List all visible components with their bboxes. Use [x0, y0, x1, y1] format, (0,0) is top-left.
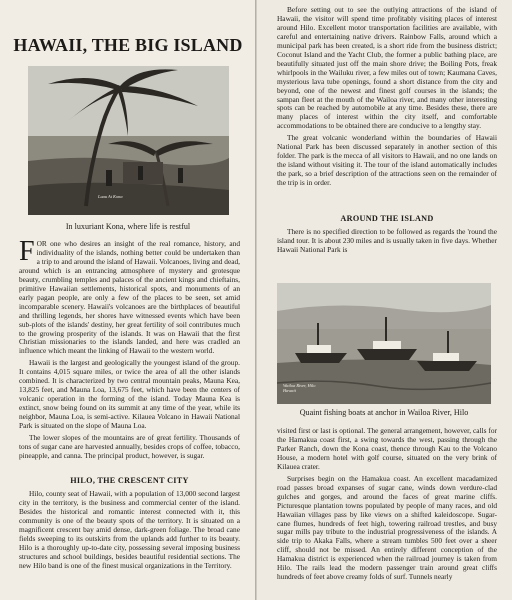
wailoa-river-photo — [277, 283, 491, 404]
section-heading-hilo: HILO, THE CRESCENT CITY — [70, 476, 189, 485]
paragraph: Hilo, county seat of Hawaii, with a population of 13,000 second largest city in the territory, is the business and commercial center of the island. Besides the historical and romantic interest connected with it, this community is one of the beauty spots of the territory. It is situated on a magnificent crescent bay amid dense, dark-green foliage. The broad cane fields sweeping to its outskirts from the uplands add further to its beauty. Hilo is a thoroughly up-to-date city, possessing several imposing business structures and school buildings, besides beautiful residential sections. The new Hilo band is one of the finest musical organizations in the Territory. — [19, 489, 240, 570]
intro-column — [19, 236, 240, 464]
right-page — [257, 0, 512, 600]
paragraph: The great volcanic wonderland within the boundaries of Hawaii National Park has been discussed separately in another section of this folder. The park is the mecca of all visitors to Hawaii, and no one lands on the island without visiting it. The tour of the island automatically includes the park, so a brief description of the attractions seen on the remainder of the trip is in order. — [277, 133, 497, 188]
paragraph: There is no specified direction to be followed as regards the 'round the island tour. It is about 230 miles and is usually taken in five days. Whether Hawaii National Park is — [277, 227, 497, 254]
paragraph: Hawaii is the largest and geologically the youngest island of the group. It contains 4,015 square miles, or twice the area of all the other islands combined. It is characterized by two central mountain peaks, Mauna Kea, 13,825 feet, and Mauna Loa, 13,675 feet, which have been the centers of volcanic operation in the forming of the island. Today Mauna Kea is extinct, snow being found on its summit at any time of the year, while its neighbor, Mauna Loa, is semi-active. Kilauea Volcano in Hawaii National Park is situated on the slope of Mauna Loa. — [19, 358, 240, 431]
paragraph: Surprises begin on the Hamakua coast. An excellent macadamized road passes broad expanses of sugar cane, winds down verdure-clad gulches and gorges, and around the faces of great marine cliffs. Picturesque plantation towns populated by people of many races, and old Hawaiian villages pass by like views on a shifted kaleidoscope. Sugar-cane flumes, hundreds of feet high, towering railroad trestles, and busy sugar mills pay tribute to the industrial progressiveness of the islands. A side trip to Akaka Falls, where a stream tumbles 500 feet over a sheer cliff, should not be missed. An entirely different conception of the Hamakua district is experienced when the railroad journey is taken from Hilo. The rails lead the modern passenger train around great cliffs hundreds of feet above creamy folds of surf. Tunnels nearly — [277, 473, 497, 582]
drop-cap: F — [19, 236, 35, 267]
photo-caption: In luxuriant Kona, where life is restful — [65, 222, 191, 231]
palm-scene-illustration — [28, 66, 229, 215]
around-column — [277, 228, 497, 258]
photo-caption: Quaint fishing boats at anchor in Wailoa River, Hilo — [299, 408, 469, 417]
hilo-column — [19, 490, 240, 574]
intro-text: OR one who desires an insight of the real romance, history, and individuality of the islands, nothing better could be undertaken than a trip to and around the island of Hawaii. Volcanoes, living and dead, around which is an entrancing atmosphere of mystery and grotesque beauty, crumbling temples and palaces of the ancient kings and chieftains, primitive Hawaiian settlements, historical spots, and monuments of an early pagan people, are only a few of the places to be seen, set amid incomparable scenery. Hawaii's volcanoes are the birthplaces of beautiful and thrilling legends, her shores have witnessed events which have been sub-plots of the islands' destiny, her great fertility of soil contributes much to the growing prosperity of the islands. It was on Hawaii that the first Christian missionaries to the islands landed, and here was cradled an influence which meant the linking of Hawaii to the western world. — [19, 239, 240, 356]
kona-photo — [28, 66, 229, 215]
paragraph: visited first or last is optional. The general arrangement, however, calls for the Hamakua coast first, a swing towards the west, passing through the Parker Ranch, down the Kona coast, thence through Kau to the Volcano House, a modern hotel with golf course, situated on the very brink of Kilauea crater. — [277, 426, 497, 471]
right-top-column — [277, 6, 497, 191]
section-heading-around: AROUND THE ISLAND — [340, 214, 434, 223]
right-bottom-column — [277, 427, 497, 585]
intro-paragraph — [19, 236, 240, 356]
photo-stamp: Wailoa River, Hilo Hawaii — [283, 383, 316, 393]
page-title: HAWAII, THE BIG ISLAND — [13, 35, 243, 55]
paragraph: The lower slopes of the mountains are of great fertility. Thousands of tons of sugar cane are harvested annually, besides crops of coffee, tobacco, pineapple, and canna. The principal product, however, is sugar. — [19, 433, 240, 460]
paragraph: Before setting out to see the outlying attractions of the island of Hawaii, the visitor will spend time profitably visiting places of interest around Hilo. Excellent motor transportation facilities are available, with careful and entertaining native drivers. Rainbow Falls, around which a municipal park has been created, is a short ride from the business district; Coconut Island and the Yacht Club, the former a public bathing place, are beautifully situated just off the main shore drive; the Boiling Pots, freak whirlpools in the Wailuku river, a few miles out of town; Kaumana Caves, mysterious lava tube openings, found a short distance from the city and beyond, one of the newest and finest golf courses in the islands; the sampan fleet at the mouth of the Wailoa river, and many other interesting spots can be reached by automobile at any time. Besides these, there are many places of interest within the city itself, and comfortable accommodations to be obtained there are conducive to a lengthy stay. — [277, 5, 497, 131]
photo-stamp: Luau At Kona — [98, 194, 123, 199]
